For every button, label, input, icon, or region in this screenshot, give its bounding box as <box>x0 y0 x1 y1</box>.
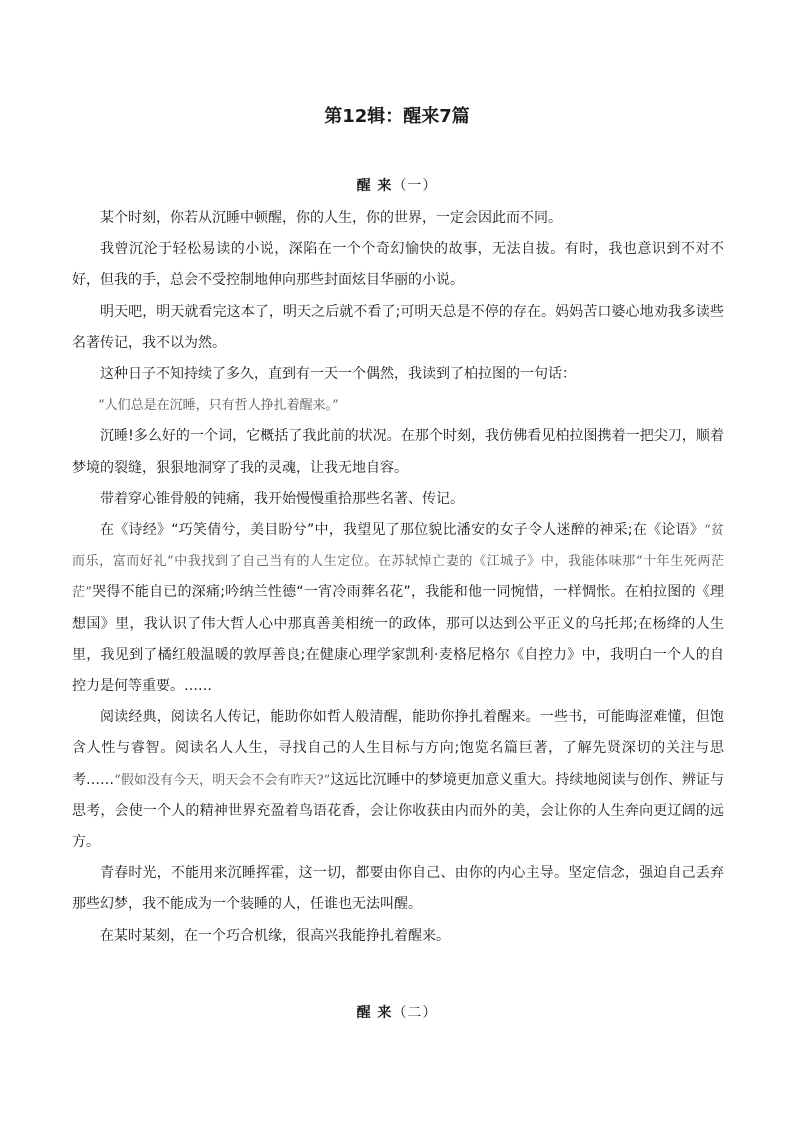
paragraph: 沉睡!多么好的一个词，它概括了我此前的状况。在那个时刻，我仿佛看见柏拉图携着一把尖刀，顺着梦境的裂缝，狠狠地洞穿了我的灵魂，让我无地自容。 <box>72 428 724 476</box>
essay-1-number: （一） <box>392 178 438 194</box>
paragraph-text: 阅读经典，阅读名人传记，能助你如哲人般清醒，能助你挣扎着醒来。一些书，可能晦涩难懂，但饱含人性与睿智。阅读名人人生，寻找自己的人生目标与方向;饱览名篇巨著，了解先贤深切的关注与思考…… <box>72 709 724 788</box>
paragraph: 青春时光，不能用来沉睡挥霍，这一切，都要由你自己、由你的内心主导。坚定信念，强迫自己丢弃那些幻梦，我不能成为一个装睡的人，任谁也无法叫醒。 <box>72 865 724 913</box>
essay-2-heading <box>0 1002 794 1024</box>
essay-2-title: 醒 来 <box>356 1005 393 1021</box>
quoted-text: “贫而乐，富而好礼”中我找到了自己当有的人生定位。在苏轼悼亡妻的《江城子》中，我能体味那“十年生死两茫茫” <box>72 523 724 601</box>
document-title: 第12辑：醒来7篇 <box>324 106 470 127</box>
paragraph: 带着穿心锥骨般的钝痛，我开始慢慢重拾那些名著、传记。 <box>100 490 464 507</box>
essay-1-body <box>72 203 724 952</box>
paragraph: 我曾沉沦于轻松易读的小说，深陷在一个个奇幻愉快的故事，无法自拔。有时，我也意识到不对不好，但我的手，总会不受控制地伸向那些封面炫目华丽的小说。 <box>72 241 724 289</box>
essay-1-title: 醒 来 <box>356 178 393 194</box>
paragraph-text: 这远比沉睡中的梦境更加意义重大。持续地阅读与创作、辨证与思考，会使一个人的精神世界充盈着鸟语花香，会让你收获由内而外的美，会让你的人生奔向更辽阔的远方。 <box>72 771 724 851</box>
paragraph: 这种日子不知持续了多久，直到有一天一个偶然，我读到了柏拉图的一句话： <box>100 366 576 383</box>
paragraph <box>72 515 724 702</box>
paragraph: 明天吧，明天就看完这本了，明天之后就不看了;可明天总是不停的存在。妈妈苦口婆心地劝我多读些名著传记，我不以为然。 <box>72 303 724 351</box>
paragraph-text: 哭得不能自已的深痛;吟纳兰性德“一宵冷雨葬名花”，我能和他一同惋惜，一样惆怅。在柏拉图的《理想国》里，我认识了伟大哲人心中那真善美相统一的政体，那可以达到公平正义的乌托邦;在杨绛的人生里，我见到了橘红般温暖的敦厚善良;在健康心理学家凯利·麦格尼格尔《自控力》中，我明白一个人的自控力是何等重要。…… <box>72 584 724 695</box>
essay-2-number: （二） <box>392 1005 438 1021</box>
paragraph: 在某时某刻，在一个巧合机缘，很高兴我能挣扎着醒来。 <box>100 927 450 944</box>
plato-quote: “人们总是在沉睡，只有哲人挣扎着醒来。” <box>98 398 339 414</box>
essay-1-heading <box>0 175 794 197</box>
quoted-text: “假如没有今天，明天会不会有昨天?” <box>114 772 331 788</box>
paragraph: 某个时刻，你若从沉睡中顿醒，你的人生，你的世界，一定会因此而不同。 <box>100 210 562 226</box>
paragraph <box>72 702 724 858</box>
paragraph-text: 在《诗经》“巧笑倩兮，美目盼兮”中，我望见了那位貌比潘安的女子令人迷醉的神采;在《论语》 <box>100 522 705 539</box>
